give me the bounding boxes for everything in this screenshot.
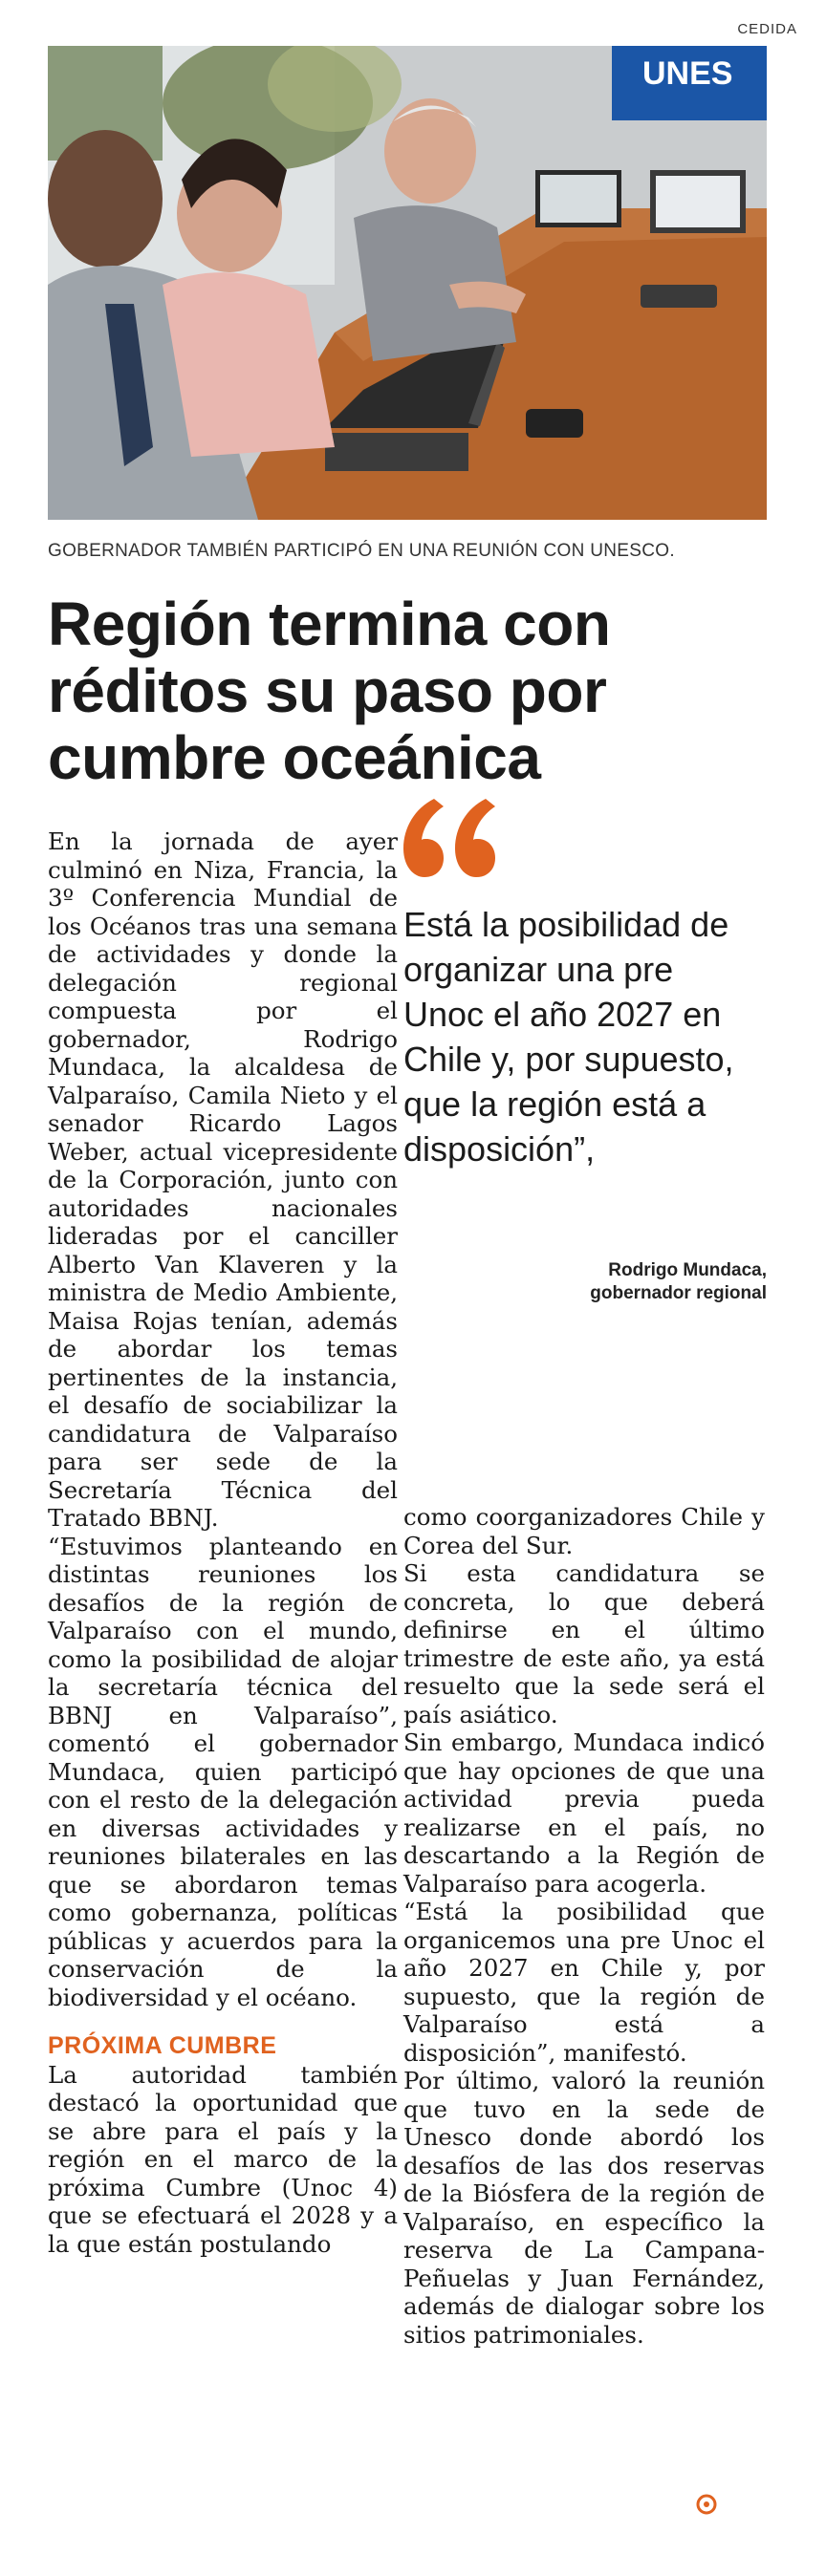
body-paragraph: Si esta candidatura se concreta, lo que deberá definirse en el último trimestre de este año, ya está resuelto que la sede será el país asiático.: [403, 1559, 765, 1728]
article-headline: Región termina con réditos su paso por cumbre oceánica: [48, 590, 611, 792]
end-of-article-icon: [696, 2494, 717, 2515]
body-paragraph: La autoridad también destacó la oportunidad que se abre para el país y la región en el marco de la próxima Cumbre (Unoc 4) que se efectuará el 2028 y a la que están postulando: [48, 2060, 398, 2258]
article-photo: [48, 46, 767, 520]
meeting-photo-illustration: [48, 46, 767, 520]
body-paragraph: Por último, valoró la reunión que tuvo en la sede de Unesco donde abordó los desafíos de las dos reservas de la Biósfera de la región de Valparaíso, en específico la reserva de La Campana-Peñuelas y Juan Fernández, además de dialogar sobre los sitios patrimoniales.: [403, 2067, 765, 2349]
photo-credit: CEDIDA: [737, 21, 797, 37]
body-paragraph: En la jornada de ayer culminó en Niza, Francia, la 3º Conferencia Mundial de los Océanos tras una semana de actividades y donde la delegación regional compuesta por el gobernador, Rodrigo Mundaca, la alcaldesa de Valparaíso, Camila Nieto y el senador Ricardo Lagos Weber, actual vicepresidente de la Corporación, junto con autoridades nacionales lideradas por el canciller Alberto Van Klaveren y la ministra de Medio Ambiente, Maisa Rojas tenían, además de abordar los temas pertinentes de la instancia, el desafío de sociabilizar la candidatura de Valparaíso para ser sede de la Secretaría Técnica del Tratado BBNJ.: [48, 827, 398, 1532]
quote-mark-icon: [398, 789, 503, 885]
body-paragraph: “Está la posibilidad que organicemos una pre Unoc el año 2027 en Chile y, por supuesto, que la región de Valparaíso está a disposición”, manifestó.: [403, 1898, 765, 2067]
pull-quote: Está la posibilidad de organizar una pre Unoc el año 2027 en Chile y, por supuesto, que la región está a disposición”,: [403, 905, 734, 1169]
quote-author-role: gobernador regional: [590, 1283, 767, 1303]
photo-caption: GOBERNADOR TAMBIÉN PARTICIPÓ EN UNA REUNIÓN CON UNESCO.: [48, 541, 675, 561]
body-paragraph: Sin embargo, Mundaca indicó que hay opciones de que una actividad previa pueda realizarse en el país, no descartando a la Región de Valparaíso para acogerla.: [403, 1728, 765, 1898]
section-subhead: PRÓXIMA CUMBRE: [48, 2032, 277, 2059]
article-body-right: [403, 1503, 765, 2349]
quote-author-name: Rodrigo Mundaca,: [608, 1260, 767, 1280]
article-body-left: [48, 827, 398, 2258]
banner-text: UNES: [642, 55, 733, 92]
quote-attribution: [590, 1259, 767, 1305]
body-paragraph: como coorganizadores Chile y Corea del Sur.: [403, 1503, 765, 1559]
body-paragraph: “Estuvimos planteando en distintas reuniones los desafíos de la región de Valparaíso con el mundo, como la posibilidad de alojar la secretaría técnica del BBNJ en Valparaíso”, comentó el gobernador Mundaca, quien participó con el resto de la delegación en diversas actividades y reuniones bilaterales en las que se abordaron temas como gobernanza, políticas públicas y acuerdos para la conservación de la biodiversidad y el océano.: [48, 1532, 398, 2011]
